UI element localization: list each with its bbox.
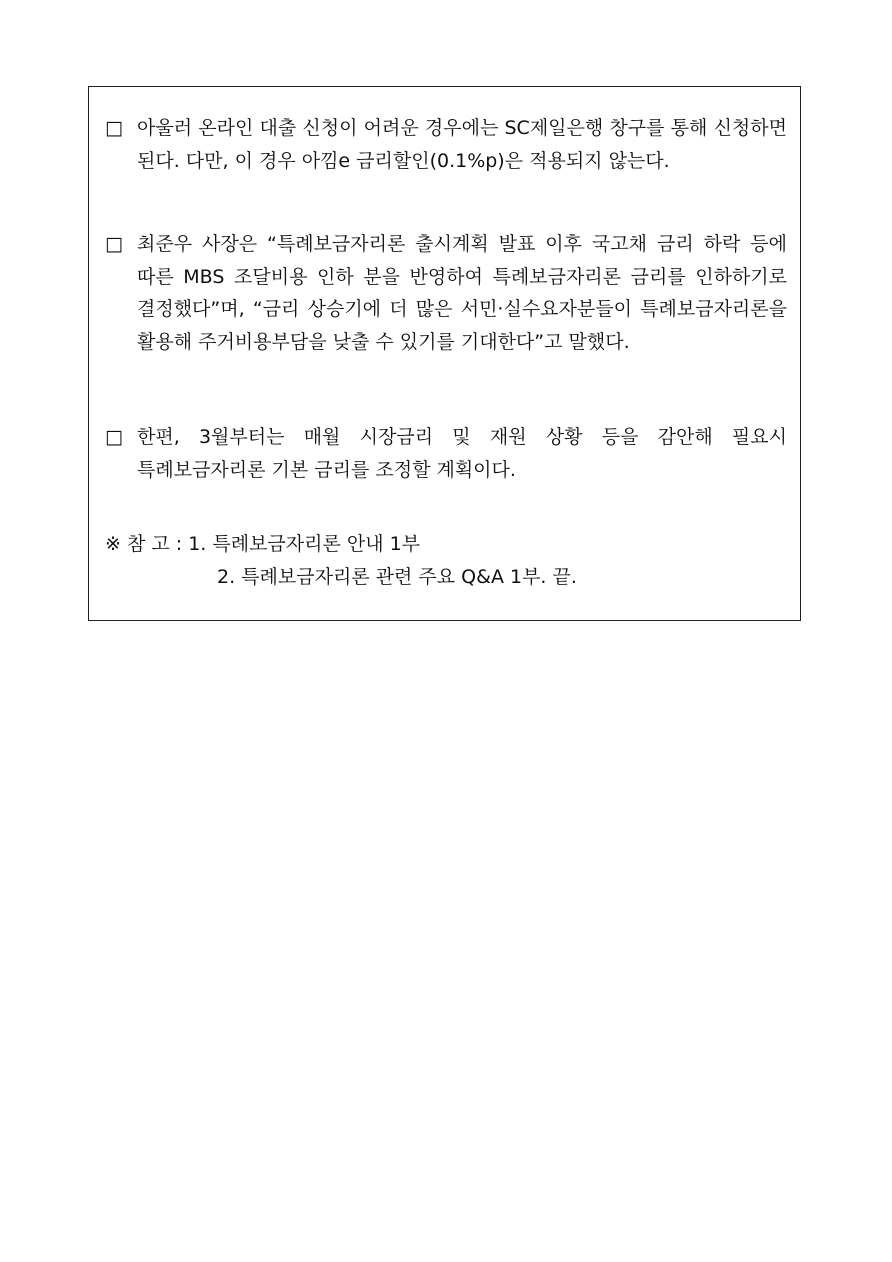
document-box bbox=[88, 86, 801, 621]
paragraph-text: 최준우 사장은 “특례보금자리론 출시계획 발표 이후 국고채 금리 하락 등에 따른 MBS 조달비용 인하 분을 반영하여 특례보금자리론 금리를 인하하기로 결정했다”며, “금리 상승기에 더 많은 서민·실수요자분들이 특례보금자리론을 활용해 주거비용부담을 낮출 수 있기를 기대한다”고 말했다. bbox=[137, 233, 787, 353]
paragraph-online-loan bbox=[105, 112, 787, 177]
reference-notes bbox=[105, 528, 787, 593]
paragraph-ceo-quote bbox=[105, 228, 787, 358]
checkbox-bullet: □ bbox=[105, 233, 123, 255]
reference-line-2: 2. 특례보금자리론 관련 주요 Q&A 1부. 끝. bbox=[217, 565, 577, 588]
reference-line-1: ※ 참 고 : 1. 특례보금자리론 안내 1부 bbox=[105, 533, 421, 555]
checkbox-bullet: □ bbox=[105, 426, 123, 448]
paragraph-rate-adjustment bbox=[105, 421, 787, 486]
paragraph-text: 아울러 온라인 대출 신청이 어려운 경우에는 SC제일은행 창구를 통해 신청하면 된다. 다만, 이 경우 아낌e 금리할인(0.1%p)은 적용되지 않는다. bbox=[137, 117, 787, 172]
checkbox-bullet: □ bbox=[105, 117, 123, 139]
paragraph-text: 한편, 3월부터는 매월 시장금리 및 재원 상황 등을 감안해 필요시 특례보금자리론 기본 금리를 조정할 계획이다. bbox=[137, 426, 787, 481]
